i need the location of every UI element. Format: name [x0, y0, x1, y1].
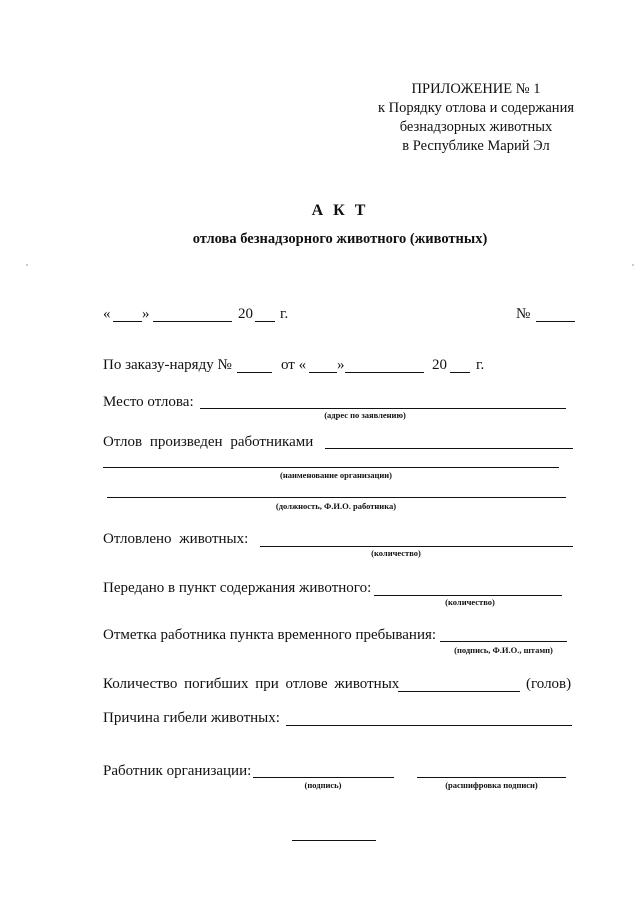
- mark-caption: (подпись, Ф.И.О., штамп): [454, 645, 553, 655]
- order-day-blank: [309, 372, 337, 373]
- transferred-blank: [374, 595, 562, 596]
- document-title: А К Т: [311, 202, 369, 219]
- date-open-quote: «: [103, 306, 111, 322]
- appendix-line-1: ПРИЛОЖЕНИЕ № 1: [411, 81, 541, 97]
- appendix-block: [365, 80, 587, 156]
- scan-speck: [26, 264, 28, 266]
- appendix-line-4: в Республике Марий Эл: [402, 138, 550, 154]
- place-label: Место отлова:: [103, 394, 194, 410]
- signature-decode-caption: (расшифровка подписи): [445, 780, 538, 790]
- scan-speck: [632, 264, 634, 266]
- order-year-blank: [450, 372, 470, 373]
- appendix-line-3: безнадзорных животных: [399, 119, 553, 135]
- order-year-suffix: г.: [476, 357, 485, 373]
- place-blank: [200, 408, 566, 409]
- dead-label: Количество погибших при отлове животных: [103, 676, 400, 692]
- date-year-blank: [255, 321, 275, 322]
- appendix-line-2: к Порядку отлова и содержания: [378, 100, 574, 116]
- workers-position-blank: [107, 497, 566, 498]
- date-month-blank: [153, 321, 232, 322]
- cause-blank: [286, 725, 572, 726]
- mark-blank: [440, 641, 567, 642]
- closing-rule: [292, 840, 376, 841]
- workers-label: Отлов произведен работниками: [103, 434, 314, 450]
- date-year-suffix: г.: [280, 306, 289, 322]
- order-label: По заказу-наряду №: [103, 357, 232, 373]
- order-number-blank: [237, 372, 272, 373]
- signature-blank: [253, 777, 394, 778]
- date-close-quote: »: [142, 306, 150, 322]
- order-year-prefix: 20: [432, 357, 447, 373]
- dead-count-blank: [398, 691, 520, 692]
- mark-label: Отметка работника пункта временного пребывания:: [103, 627, 437, 643]
- workers-org-blank: [103, 467, 559, 468]
- signature-caption: (подпись): [304, 780, 342, 790]
- cause-label: Причина гибели животных:: [103, 710, 280, 726]
- date-day-blank: [113, 321, 142, 322]
- act-number-blank: [536, 321, 575, 322]
- caught-blank: [260, 546, 573, 547]
- caught-label: Отловлено животных:: [103, 531, 249, 547]
- workers-position-caption: (должность, Ф.И.О. работника): [275, 501, 397, 511]
- order-close-quote: »: [337, 357, 345, 373]
- transferred-label: Передано в пункт содержания животного:: [103, 580, 372, 596]
- document-subtitle: отлова безнадзорного животного (животных): [192, 231, 488, 247]
- dead-unit: (голов): [526, 676, 572, 692]
- place-caption: (адрес по заявлению): [324, 410, 406, 420]
- signature-label: Работник организации:: [103, 763, 252, 779]
- transferred-caption: (количество): [445, 597, 495, 607]
- caught-caption: (количество): [371, 548, 421, 558]
- workers-blank: [325, 448, 573, 449]
- workers-org-caption: (наименование организации): [280, 470, 392, 480]
- signature-decode-blank: [417, 777, 566, 778]
- date-year-prefix: 20: [238, 306, 253, 322]
- act-number-sign: №: [516, 306, 531, 322]
- order-from-label: от «: [281, 357, 307, 373]
- order-month-blank: [345, 372, 424, 373]
